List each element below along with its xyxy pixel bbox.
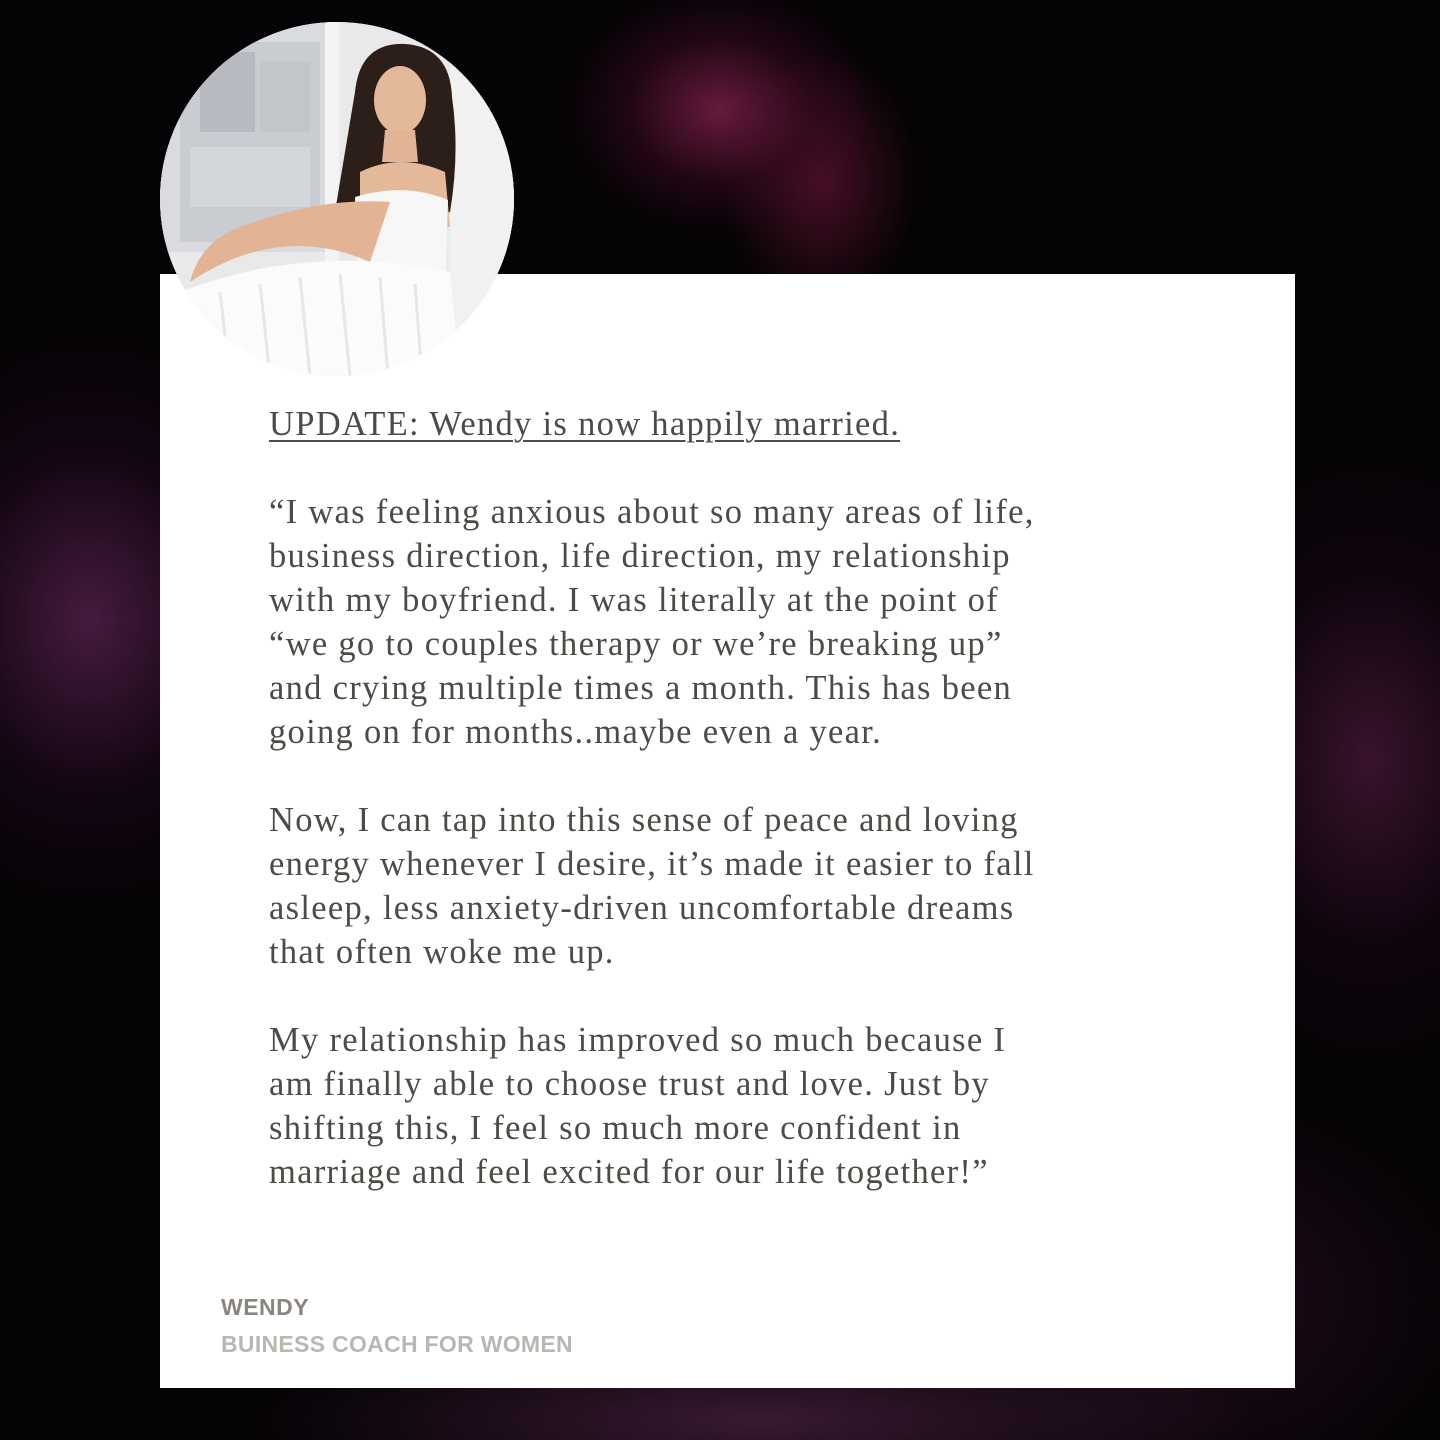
author-name: WENDY (221, 1294, 310, 1320)
quote-paragraph-1 (269, 490, 1229, 754)
avatar (160, 22, 514, 376)
quote-line: am finally able to choose trust and love. Just by (269, 1065, 990, 1103)
quote-paragraph-3 (269, 1018, 1229, 1194)
quote-line: “I was feeling anxious about so many areas of life, (269, 493, 1035, 531)
avatar-photo (160, 22, 514, 376)
quote-line: business direction, life direction, my relationship (269, 537, 1011, 575)
quote-line: energy whenever I desire, it’s made it easier to fall (269, 845, 1035, 883)
quote-line: with my boyfriend. I was literally at the point of (269, 581, 999, 619)
update-heading: UPDATE: Wendy is now happily married. (269, 405, 901, 443)
quote-line: shifting this, I feel so much more confident in (269, 1109, 962, 1147)
quote-line: marriage and feel excited for our life together!” (269, 1153, 989, 1191)
quote-line: going on for months..maybe even a year. (269, 713, 883, 751)
quote-line: asleep, less anxiety-driven uncomfortable dreams (269, 889, 1015, 927)
testimonial-quote (269, 402, 1229, 1238)
quote-line: and crying multiple times a month. This has been (269, 669, 1013, 707)
quote-paragraph-2 (269, 798, 1229, 974)
quote-line: “we go to couples therapy or we’re breaking up” (269, 625, 1003, 663)
quote-line: Now, I can tap into this sense of peace and loving (269, 801, 1019, 839)
author-role: BUINESS COACH FOR WOMEN (221, 1331, 573, 1357)
quote-line: My relationship has improved so much because I (269, 1021, 1007, 1059)
quote-line: that often woke me up. (269, 933, 615, 971)
